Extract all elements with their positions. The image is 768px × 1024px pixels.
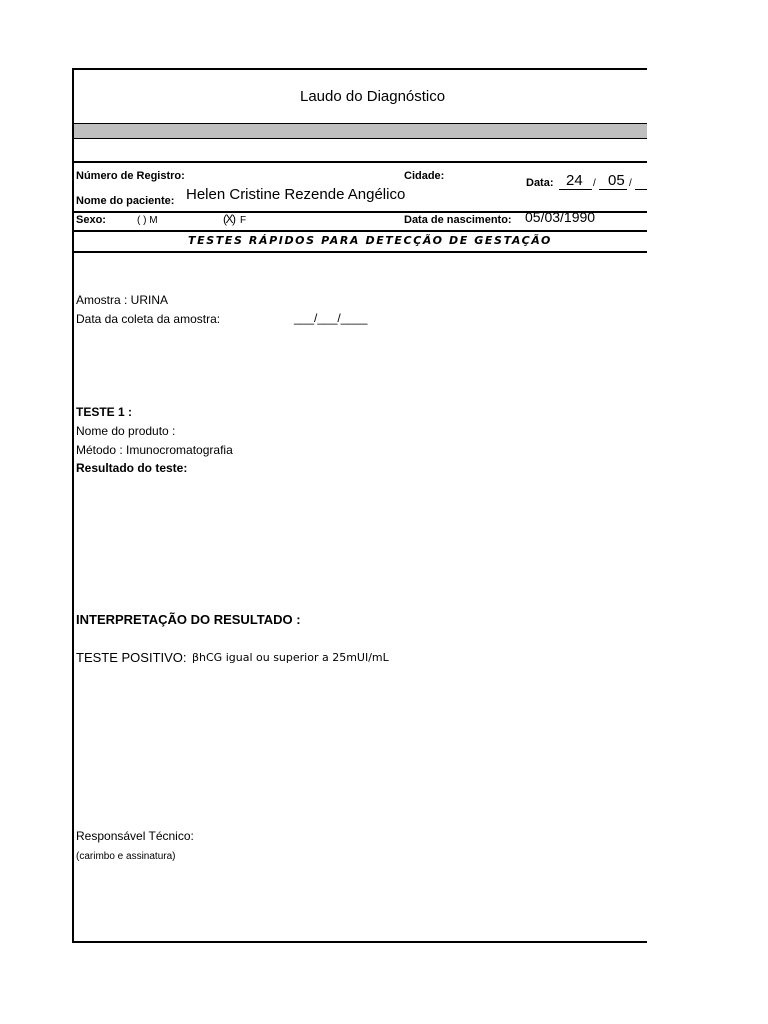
section-title-bottom-rule [74,251,647,253]
data-day: 24 [566,172,583,189]
responsavel-note: (carimbo e assinatura) [76,851,176,862]
patient-info-top-rule [74,161,647,163]
section-title: TESTES RÁPIDOS PARA DETECÇÃO DE GESTAÇÃO [188,234,552,247]
amostra-line: Amostra : URINA [76,293,169,307]
responsavel-label: Responsável Técnico: [76,829,194,843]
sexo-f-option: F [240,215,247,226]
data-month: 05 [608,172,625,189]
coleta-label: Data da coleta da amostra: [76,312,221,326]
data-year-underline [635,189,647,190]
data-month-underline [599,189,627,190]
data-label: Data: [526,177,554,189]
interpretacao-heading: INTERPRETAÇÃO DO RESULTADO : [76,612,301,627]
cidade-label: Cidade: [404,170,445,182]
teste-produto: Nome do produto : [76,424,176,438]
teste-positivo-value: βhCG igual ou superior a 25mUI/mL [192,651,389,664]
coleta-value: ___/___/____ [294,311,368,325]
registro-label: Número de Registro: [76,170,185,182]
teste-heading: TESTE 1 : [76,405,133,419]
data-day-underline [559,189,592,190]
report-title: Laudo do Diagnóstico [300,88,446,105]
data-slash-1: / [593,178,596,189]
frame-bottom-border [72,941,647,943]
nome-label: Nome do paciente: [76,195,175,207]
nascimento-label: Data de nascimento: [404,214,512,226]
frame-left-border [72,68,74,943]
frame-top-border [72,68,647,70]
teste-positivo-label: TESTE POSITIVO: [76,650,187,665]
sexo-label: Sexo: [76,214,106,226]
section-title-top-rule [74,230,647,232]
data-slash-2: / [629,178,632,189]
nascimento-value: 05/03/1990 [525,209,596,225]
teste-resultado: Resultado do teste: [76,461,188,475]
sexo-m-option: ( ) M [137,215,158,226]
nome-value: Helen Cristine Rezende Angélico [186,186,406,203]
teste-metodo: Método : Imunocromatografia [76,443,233,457]
header-gray-band [74,123,647,139]
sexo-f-checkmark: (X) [223,212,235,226]
